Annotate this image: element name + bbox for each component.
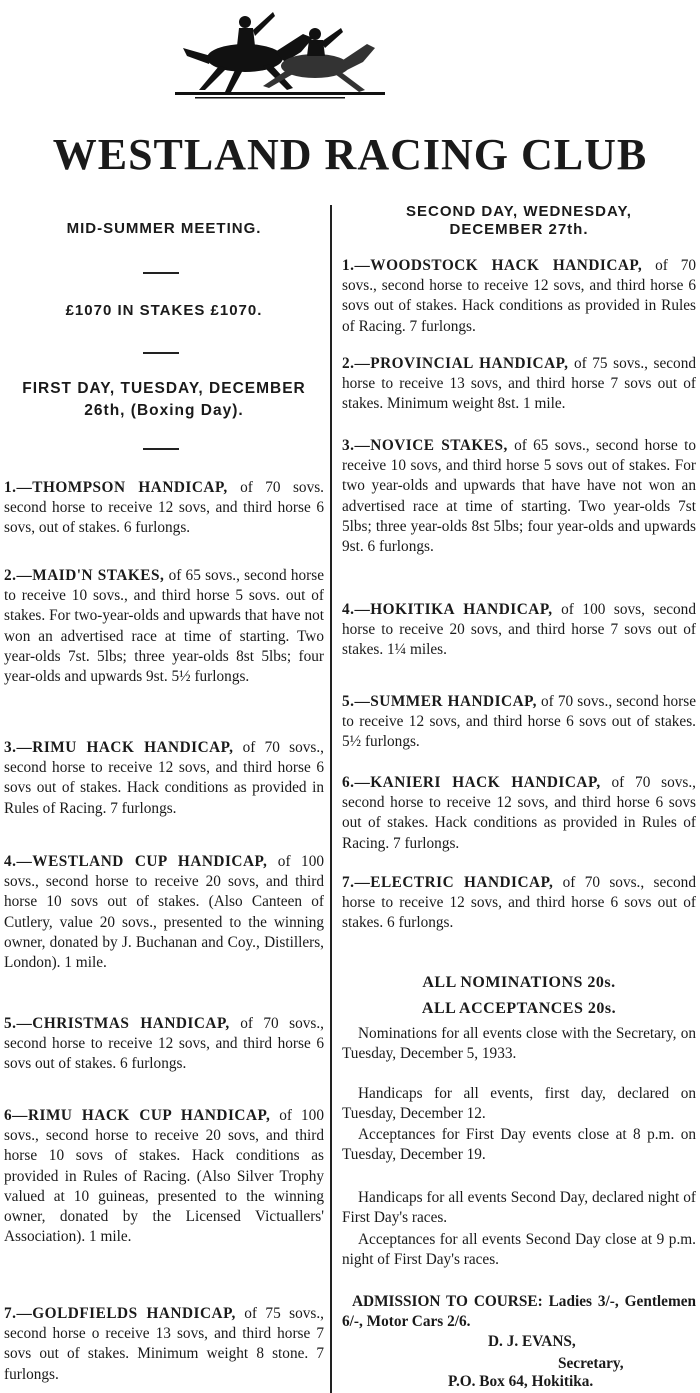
race-details: of 65 sovs., second horse to receive 10 sovs., and third horse 5 sovs. out of stakes. For two-year-olds and upwards that have not won an advertised race at time of starting. Two year-olds 7st. 5lbs; three year-olds 8st 5lbs; four year-olds and upwards 9st. 5½ furlongs. <box>4 567 324 686</box>
race-entry <box>4 852 324 973</box>
race-title: 3.—NOVICE STAKES, <box>342 437 508 454</box>
race-entry <box>4 738 324 819</box>
secretary-title: Secretary, <box>558 1355 624 1372</box>
column-divider <box>330 205 332 1393</box>
race-title: 5.—CHRISTMAS HANDICAP, <box>4 1015 230 1032</box>
race-entry <box>342 600 696 661</box>
first-day-heading: FIRST DAY, TUESDAY, DECEMBER <box>22 380 306 397</box>
race-entry <box>4 478 324 539</box>
race-details: of 70 sovs., second horse to receive 12 sovs, and third horse 6 sovs out of stakes. 5½ furlongs. <box>342 693 697 751</box>
race-details: of 70 sovs., second horse to receive 12 sovs, and third horse 6 sovs out of stakes. Hack conditions as provided in Rules of Racing. 7 furlongs. <box>342 774 696 852</box>
race-details: of 70 sovs., second horse to receive 12 sovs, and third horse 6 sovs out of stakes. Hack conditions as provided in Rules of Racing. 7 furlongs. <box>342 257 696 335</box>
race-title: 3.—RIMU HACK HANDICAP, <box>4 739 234 756</box>
race-details: of 70 sovs., second horse to receive 12 sovs, and third horse 6 sovs out of stakes. Hack conditions as provided in Rules of Racing. 7 furlongs. <box>4 739 324 817</box>
first-day-subheading: 26th, (Boxing Day). <box>84 402 244 419</box>
race-details: of 100 sovs., second horse to receive 20 sovs, and third horse 10 sovs out of stakes. (Also Canteen of Cutlery, value 20 sovs., presented to the winning owner, donated by J. Buchanan and Coy., Distillers, London). 1 mile. <box>4 853 325 972</box>
race-title: 1.—THOMPSON HANDICAP, <box>4 479 228 496</box>
race-details: of 75 sovs., second horse o receive 13 sovs, and third horse 7 sovs out of stakes. Minimum weight 8 stone. 7 furlongs. <box>4 1305 324 1383</box>
notice-nominations: Nominations for all events close with the Secretary, on Tuesday, December 5, 1933. <box>342 1025 696 1063</box>
secretary-name: D. J. EVANS, <box>488 1333 576 1350</box>
short-rule <box>143 352 179 354</box>
race-details: of 70 sovs., second horse to receive 12 sovs, and third horse 6 sovs out of stakes. 6 furlongs. <box>342 874 696 932</box>
race-details: of 70 sovs. second horse to receive 12 sovs, and third horse 6 sovs, out of stakes. 6 furlongs. <box>4 479 324 537</box>
race-details: of 100 sovs., second horse to receive 20 sovs, and third horse 10 sovs of stakes. Hack conditions as provided in Rules of Racing. (Also Silver Trophy valued at 10 guineas, presented to the winning owner, donated by the Licensed Victuallers' Association). 1 mile. <box>4 1107 324 1246</box>
race-entry <box>4 566 324 687</box>
race-entry <box>342 436 696 557</box>
race-title: 2.—MAID'N STAKES, <box>4 567 165 584</box>
race-details: of 100 sovs, second horse to receive 20 sovs, and third horse 7 sovs out of stakes. 1¼ miles. <box>342 601 696 659</box>
race-title: 5.—SUMMER HANDICAP, <box>342 693 537 710</box>
race-entry <box>342 773 696 854</box>
racing-horses-logo <box>175 0 385 108</box>
race-entry <box>342 873 696 934</box>
notice-handicaps-first-day: Handicaps for all events, first day, declared on Tuesday, December 12. <box>342 1085 696 1123</box>
race-title: 6—RIMU HACK CUP HANDICAP, <box>4 1107 271 1124</box>
club-title: WESTLAND RACING CLUB <box>52 130 648 179</box>
race-title: 4.—HOKITIKA HANDICAP, <box>342 601 553 618</box>
notice-acceptances-second-day: Acceptances for all events Second Day close at 9 p.m. night of First Day's races. <box>342 1231 696 1269</box>
race-title: 4.—WESTLAND CUP HANDICAP, <box>4 853 268 870</box>
nominations-fee: ALL NOMINATIONS 20s. <box>422 974 616 991</box>
race-entry <box>4 1106 324 1247</box>
second-day-heading: SECOND DAY, WEDNESDAY, <box>406 203 632 220</box>
race-details: of 70 sovs., second horse to receive 12 sovs, and third horse 6 sovs out of stakes. 6 furlongs. <box>4 1015 324 1073</box>
race-entry <box>342 692 696 753</box>
race-entry <box>4 1304 324 1385</box>
race-details: of 75 sovs., second horse to receive 13 sovs, and third horse 7 sovs out of stakes. Minimum weight 8st. 1 mile. <box>342 355 696 413</box>
race-title: 7.—GOLDFIELDS HANDICAP, <box>4 1305 236 1322</box>
admission-prices: ADMISSION TO COURSE: Ladies 3/-, Gentlemen 6/-, Motor Cars 2/6. <box>342 1293 696 1331</box>
second-day-subheading: DECEMBER 27th. <box>449 221 589 238</box>
secretary-address: P.O. Box 64, Hokitika. <box>448 1373 594 1390</box>
short-rule <box>143 272 179 274</box>
race-title: 2.—PROVINCIAL HANDICAP, <box>342 355 569 372</box>
notice-acceptances-first-day: Acceptances for First Day events close at 8 p.m. on Tuesday, December 19. <box>342 1126 696 1164</box>
race-entry <box>4 1014 324 1075</box>
stakes-line: £1070 IN STAKES £1070. <box>65 302 263 319</box>
acceptances-fee: ALL ACCEPTANCES 20s. <box>421 1000 617 1017</box>
meeting-title: MID-SUMMER MEETING. <box>66 220 262 237</box>
race-entry <box>342 256 696 337</box>
notice-handicaps-second-day: Handicaps for all events Second Day, declared night of First Day's races. <box>342 1189 696 1227</box>
short-rule <box>143 448 179 450</box>
race-title: 6.—KANIERI HACK HANDICAP, <box>342 774 601 791</box>
race-title: 1.—WOODSTOCK HACK HANDICAP, <box>342 257 643 274</box>
race-entry <box>342 354 696 415</box>
race-details: of 65 sovs., second horse to receive 10 sovs, and third horse 5 sovs out of stakes. For two year-olds and upwards that have have not won an advertised race at time of starting. Two year-olds 7st 5lbs; three year-olds 8st 5lbs; four year-olds and upwards 9st. 6 furlongs. <box>342 437 696 556</box>
race-title: 7.—ELECTRIC HANDICAP, <box>342 874 554 891</box>
